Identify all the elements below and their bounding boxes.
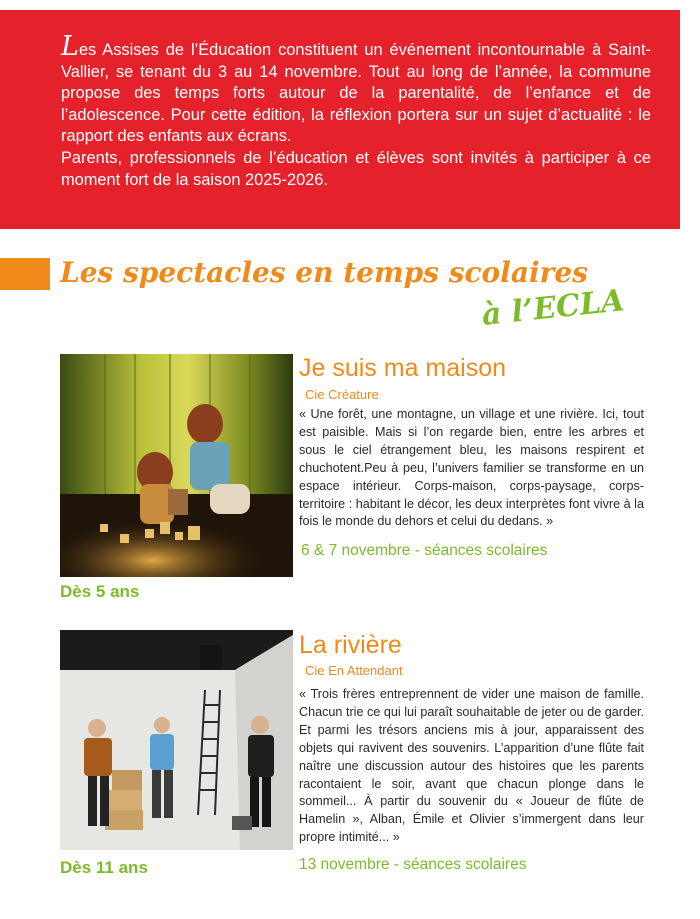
intro-text (61, 31, 651, 191)
show-description: « Trois frères entreprennent de vider une maison de famille. Chacun trie ce qui lui paraît souhaitable de jeter ou de garder. Et parmi les trésors anciens mis à jour, apparaissent des objets qui ravivent des souvenirs. L’apparition d’une flûte fait naître une discussion autour des histoires que les parents racontaient le soir, avant que chacun plonge dans le sommeil... À partir du souvenir du « Joueur de flûte de Hamelin », Alban, Émile et Olivier s’immergent dans leur propre intimité... » (299, 687, 644, 845)
show-company: Cie En Attendant (305, 663, 403, 678)
intro-body-2: Parents, professionnels de l’éducation et élèves sont invités à participer à ce moment fort de la saison 2025-2026. (61, 148, 651, 189)
show-photo-la-riviere (60, 630, 293, 850)
show-dates: 13 novembre - séances scolaires (299, 856, 527, 873)
show-title: Je suis ma maison (299, 354, 507, 382)
show-title: La rivière (299, 631, 402, 659)
section-marker (0, 258, 50, 290)
show-company: Cie Créature (305, 387, 379, 402)
venue-label: à l’ECLA (480, 283, 626, 333)
section-title: Les spectacles en temps scolaires (60, 256, 588, 289)
intro-initial: L (61, 31, 79, 62)
show-dates: 6 & 7 novembre - séances scolaires (301, 542, 548, 559)
intro-body: constituent un événement incontournable à Saint-Vallier, se tenant du 3 au 14 novembre. Tout au long de l’année, la commune propose des temps forts autour de la parentalité, de l’enfance et de l’adolescence. Pour cette édition, la réflexion portera sur un sujet d’actualité : le rapport des enfants aux écrans. (61, 41, 651, 146)
age-label: Dès 11 ans (60, 858, 148, 877)
age-label: Dès 5 ans (60, 582, 140, 601)
show-photo-je-suis-ma-maison (60, 354, 293, 577)
intro-lead: es Assises de l’Éducation (78, 41, 272, 59)
show-description: « Une forêt, une montagne, un village et une rivière. Ici, tout est paisible. Mais si l’on regarde bien, entre les arbres et sous le ciel étrangement bleu, les maisons respirent et chuchotent.Peu à peu, l’univers familier se transforme en un espace intérieur. Corps-maison, corps-paysage, corps-territoire : habitant le décor, les deux interprètes font vivre à la fois le monde du dehors et celui du dedans. » (299, 407, 644, 529)
intro-banner (0, 10, 680, 229)
